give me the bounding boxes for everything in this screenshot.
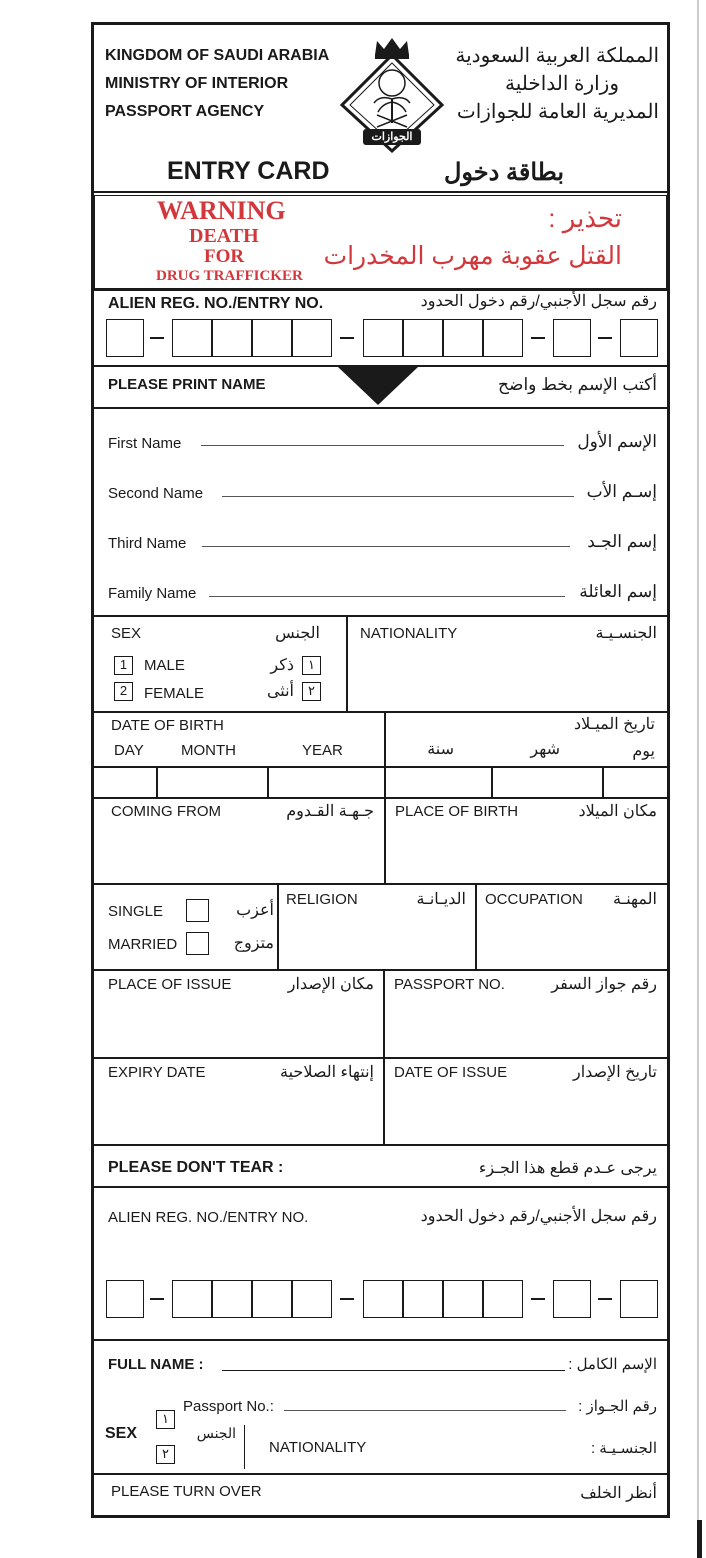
female-option-box[interactable]: 2 (114, 682, 133, 701)
divider (94, 191, 667, 193)
digit-box[interactable] (212, 319, 252, 357)
occupation-label: OCCUPATION (485, 891, 583, 908)
female-label: FEMALE (144, 685, 205, 702)
single-label: SINGLE (108, 903, 164, 920)
dash (340, 337, 354, 339)
warning-death: DEATH (189, 225, 259, 247)
scan-edge-mark (697, 1520, 702, 1558)
warning-drug-trafficker: DRUG TRAFFICKER (156, 268, 303, 284)
divider (94, 883, 667, 885)
header-en-line3: PASSPORT AGENCY (105, 103, 265, 120)
dob-day-field[interactable] (156, 766, 158, 797)
divider (94, 1057, 667, 1059)
stub-alien-reg-label-ar: رقم سجل الأجنبي/رقم دخول الحدود (420, 1208, 657, 1225)
emblem-ribbon-text: الجوازات (371, 131, 413, 143)
digit-box[interactable] (252, 1280, 292, 1318)
title-en: ENTRY CARD (167, 157, 330, 185)
single-checkbox[interactable] (186, 899, 209, 922)
passport-no-label-ar: رقم جواز السفر (551, 976, 657, 993)
divider (346, 615, 348, 711)
divider (94, 1339, 667, 1341)
expiry-date-label: EXPIRY DATE (108, 1064, 206, 1081)
print-name-label-en: PLEASE PRINT NAME (108, 376, 266, 393)
digit-box[interactable] (252, 319, 292, 357)
digit-box[interactable] (483, 1280, 523, 1318)
title-ar: بطاقة دخول (443, 159, 564, 186)
divider (94, 1186, 667, 1188)
religion-label: RELIGION (286, 891, 358, 908)
full-name-field[interactable] (222, 1370, 565, 1371)
place-of-issue-label: PLACE OF ISSUE (108, 976, 232, 993)
dont-tear-label-en: PLEASE DON'T TEAR : (108, 1159, 284, 1176)
dash (150, 1298, 164, 1300)
nationality-label: NATIONALITY (360, 625, 458, 642)
family-name-label-ar: إسم العائلة (579, 582, 657, 601)
header-ar-line1: المملكة العربية السعودية (455, 45, 659, 67)
divider (94, 969, 667, 971)
dont-tear-label-ar: يرجى عـدم قطع هذا الجـزء (478, 1160, 657, 1177)
stub-nationality-label: NATIONALITY (269, 1439, 367, 1456)
warning-title-ar: تحذير : (548, 203, 622, 233)
scan-edge (697, 0, 699, 1558)
digit-box[interactable] (212, 1280, 252, 1318)
entry-card (91, 22, 670, 1518)
turn-over-label: PLEASE TURN OVER (111, 1483, 262, 1500)
family-name-field[interactable] (209, 596, 565, 597)
male-option-box-ar[interactable]: ١ (302, 656, 321, 675)
warning-for: FOR (204, 246, 245, 267)
divider (94, 711, 667, 713)
dob-month-field-ar[interactable] (602, 766, 604, 797)
dob-label-ar: تاريخ الميـلاد (573, 716, 655, 733)
digit-box[interactable] (553, 1280, 591, 1318)
digit-box[interactable] (172, 319, 212, 357)
first-name-label: First Name (108, 435, 182, 452)
dob-label: DATE OF BIRTH (111, 717, 224, 734)
print-name-label-ar: أكتب الإسم بخط واضح (498, 375, 657, 394)
divider (475, 883, 477, 969)
digit-box[interactable] (292, 319, 332, 357)
date-of-issue-label: DATE OF ISSUE (394, 1064, 508, 1081)
first-name-label-ar: الإسم الأول (577, 432, 657, 451)
turn-over-label-ar: أنظر الخلف (580, 1485, 657, 1502)
place-of-birth-label: PLACE OF BIRTH (395, 803, 519, 820)
stub-sex-box-1[interactable]: ١ (156, 1410, 175, 1429)
header-ar-line3: المديرية العامة للجوازات (456, 101, 659, 123)
female-option-box-ar[interactable]: ٢ (302, 682, 321, 701)
dob-day-label: DAY (114, 742, 144, 759)
dash (598, 337, 612, 339)
dash (598, 1298, 612, 1300)
digit-box[interactable] (292, 1280, 332, 1318)
passport-agency-emblem (337, 35, 447, 153)
coming-from-label: COMING FROM (111, 803, 221, 820)
married-label: MARRIED (108, 936, 178, 953)
dob-year-label-ar: سنة (427, 741, 454, 758)
passport-no-label: PASSPORT NO. (394, 976, 505, 993)
second-name-label: Second Name (108, 485, 204, 502)
family-name-label: Family Name (108, 585, 197, 602)
header-ar-line2: وزارة الداخلية (504, 73, 619, 95)
nationality-label-ar: الجنسـيـة (595, 625, 657, 642)
divider (94, 615, 667, 617)
stub-alien-reg-number-boxes[interactable] (104, 1278, 664, 1320)
header-en-line2: MINISTRY OF INTERIOR (105, 75, 289, 92)
digit-box[interactable] (553, 319, 591, 357)
first-name-field[interactable] (201, 445, 564, 446)
sex-label-ar: الجنس (275, 625, 320, 642)
date-of-issue-label-ar: تاريخ الإصدار (572, 1064, 657, 1081)
digit-box[interactable] (363, 319, 403, 357)
warning-text-ar: القتل عقوبة مهرب المخدرات (323, 242, 622, 270)
stub-sex-label: SEX (105, 1425, 138, 1442)
male-label: MALE (144, 657, 185, 674)
married-label-ar: متزوج (233, 935, 274, 952)
stub-passport-label: Passport No.: (183, 1398, 274, 1415)
divider (94, 766, 667, 768)
divider (94, 407, 667, 409)
digit-box[interactable] (403, 319, 443, 357)
dob-year-field-ar[interactable] (491, 766, 493, 797)
divider (94, 1144, 667, 1146)
alien-reg-number-boxes[interactable] (104, 317, 664, 359)
digit-box[interactable] (363, 1280, 403, 1318)
divider (94, 797, 667, 799)
second-name-field[interactable] (222, 496, 574, 497)
divider (244, 1425, 245, 1469)
stub-sex-box-2[interactable]: ٢ (156, 1445, 175, 1464)
dob-year-label: YEAR (302, 742, 343, 759)
digit-box[interactable] (443, 1280, 483, 1318)
divider (94, 1473, 667, 1475)
digit-box[interactable] (620, 1280, 658, 1318)
stub-alien-reg-label-en: ALIEN REG. NO./ENTRY NO. (108, 1209, 309, 1226)
second-name-label-ar: إسـم الأب (586, 482, 657, 501)
male-option-box[interactable]: 1 (114, 656, 133, 675)
dob-day-label-ar: يوم (632, 743, 655, 760)
dash (150, 337, 164, 339)
divider (277, 883, 279, 969)
stub-nationality-label-ar: الجنسـيـة : (590, 1440, 657, 1457)
digit-box[interactable] (620, 319, 658, 357)
alien-reg-label-en: ALIEN REG. NO./ENTRY NO. (108, 295, 324, 312)
dash (531, 1298, 545, 1300)
place-of-birth-label-ar: مكان الميلاد (578, 803, 657, 820)
third-name-label: Third Name (108, 535, 187, 552)
expiry-date-label-ar: إنتهاء الصلاحية (280, 1064, 374, 1081)
third-name-label-ar: إسم الجـد (587, 532, 657, 551)
place-of-issue-label-ar: مكان الإصدار (287, 976, 374, 993)
dob-month-label: MONTH (181, 742, 236, 759)
single-label-ar: أعزب (236, 902, 274, 919)
coming-from-label-ar: جـهـة القـدوم (286, 803, 374, 820)
digit-box[interactable] (106, 319, 144, 357)
stub-passport-field[interactable] (284, 1410, 566, 1411)
third-name-field[interactable] (202, 546, 570, 547)
dob-month-field[interactable] (267, 766, 269, 797)
dob-month-label-ar: شهر (530, 741, 560, 758)
occupation-label-ar: المهنـة (612, 891, 657, 908)
sex-label: SEX (111, 625, 142, 642)
full-name-label: FULL NAME : (108, 1356, 204, 1373)
digit-box[interactable] (443, 319, 483, 357)
header-en-line1: KINGDOM OF SAUDI ARABIA (105, 47, 330, 64)
dash (531, 337, 545, 339)
digit-box[interactable] (483, 319, 523, 357)
arrow-down-icon (338, 367, 418, 405)
digit-box[interactable] (172, 1280, 212, 1318)
stub-passport-label-ar: رقم الجـواز : (578, 1398, 657, 1415)
divider (384, 711, 386, 797)
divider (384, 797, 386, 883)
warning-title-en: WARNING (157, 196, 286, 225)
married-checkbox[interactable] (186, 932, 209, 955)
full-name-label-ar: الإسم الكامل : (568, 1356, 657, 1373)
stub-sex-label-ar: الجنس (196, 1425, 236, 1441)
female-label-ar: أنثى (266, 683, 294, 700)
religion-label-ar: الديـانـة (416, 891, 466, 908)
alien-reg-label-ar: رقم سجل الأجنبي/رقم دخول الحدود (420, 293, 657, 310)
digit-box[interactable] (403, 1280, 443, 1318)
male-label-ar: ذكر (270, 657, 294, 674)
digit-box[interactable] (106, 1280, 144, 1318)
dash (340, 1298, 354, 1300)
